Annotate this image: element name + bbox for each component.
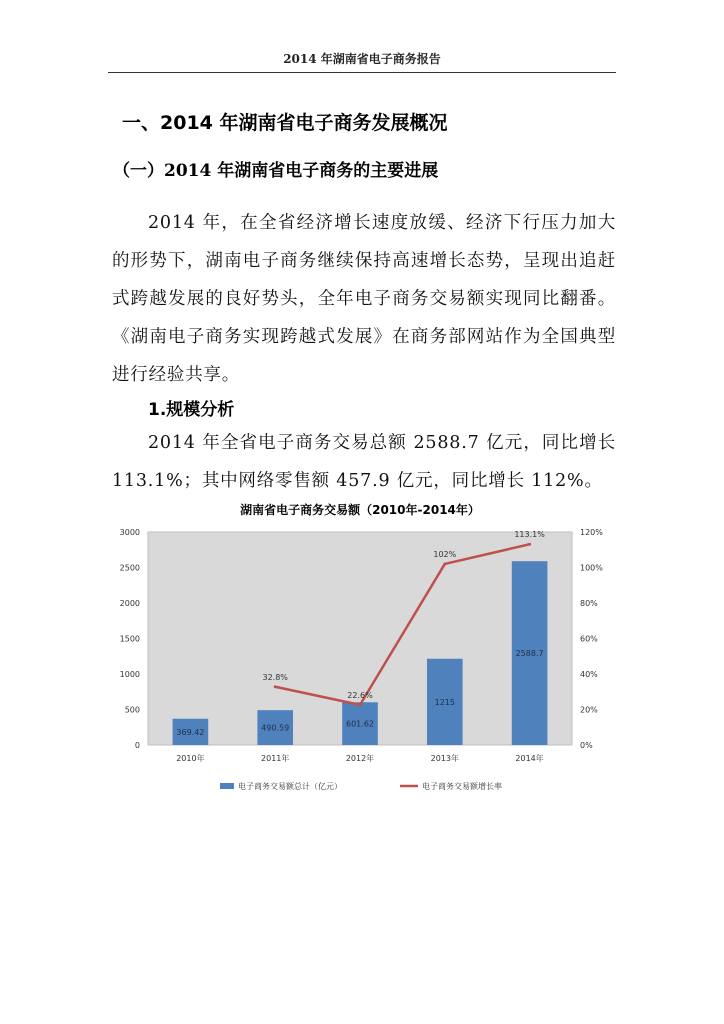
bar-value-label: 369.42 [176, 727, 205, 737]
intro-paragraph: 2014 年，在全省经济增长速度放缓、经济下行压力加大的形势下，湖南电子商务继续保持高速增长态势，呈现出追赶式跨越发展的良好势头，全年电子商务交易额实现同比翻番。《湖南电子商务实现跨越式发展》在商务部网站作为全国典型进行经验共享。 [112, 213, 616, 385]
y-right-tick-label: 100% [580, 563, 603, 573]
scale-paragraph: 2014 年全省电子商务交易总额 2588.7 亿元，同比增长 113.1%；其中网络零售额 457.9 亿元，同比增长 112%。 [112, 433, 616, 491]
x-tick-label: 2013年 [430, 754, 459, 763]
bar-value-label: 1215 [434, 697, 455, 707]
header-divider [108, 72, 616, 73]
scale-analysis-heading: 1.规模分析 [148, 400, 235, 420]
y-left-tick-label: 500 [124, 705, 140, 715]
growth-rate-label: 113.1% [514, 530, 545, 540]
ecommerce-chart [100, 496, 620, 806]
legend-bar-swatch [220, 783, 234, 789]
legend-line-label: 电子商务交易额增长率 [422, 782, 502, 791]
y-left-tick-label: 2000 [119, 599, 140, 608]
section-heading: 一、2014 年湖南省电子商务发展概况 [122, 112, 448, 134]
y-left-tick-label: 0 [134, 741, 140, 750]
chart-svg [100, 496, 620, 806]
x-tick-label: 2014年 [515, 754, 544, 763]
subsection-heading: （一）2014 年湖南省电子商务的主要进展 [113, 161, 439, 181]
growth-rate-label: 32.8% [262, 672, 288, 682]
y-right-tick-label: 0% [580, 741, 593, 750]
chart-title: 湖南省电子商务交易额（2010年-2014年） [240, 503, 480, 517]
bar-value-label: 601.62 [346, 719, 374, 729]
y-left-tick-label: 1500 [119, 634, 140, 644]
y-right-tick-label: 40% [580, 670, 598, 679]
y-right-tick-label: 20% [580, 705, 598, 715]
x-tick-label: 2012年 [345, 754, 375, 763]
y-right-tick-label: 80% [580, 599, 598, 608]
x-tick-label: 2011年 [261, 754, 290, 763]
x-tick-label: 2010年 [176, 754, 205, 763]
growth-rate-label: 102% [433, 549, 457, 559]
y-left-tick-label: 3000 [119, 528, 140, 537]
y-left-tick-label: 1000 [119, 670, 140, 679]
y-left-tick-label: 2500 [119, 563, 140, 573]
y-right-tick-label: 120% [580, 528, 603, 537]
y-right-tick-label: 60% [580, 634, 598, 644]
growth-rate-point [443, 562, 446, 565]
page-header: 2014 年湖南省电子商务报告 [283, 52, 441, 66]
growth-rate-point [528, 543, 531, 546]
growth-rate-label: 22.6% [347, 690, 373, 700]
growth-rate-point [274, 685, 277, 688]
bar-value-label: 490.59 [261, 723, 290, 733]
growth-rate-point [359, 703, 362, 706]
legend-bar-label: 电子商务交易额总计（亿元） [238, 782, 342, 791]
bar-value-label: 2588.7 [515, 649, 544, 659]
